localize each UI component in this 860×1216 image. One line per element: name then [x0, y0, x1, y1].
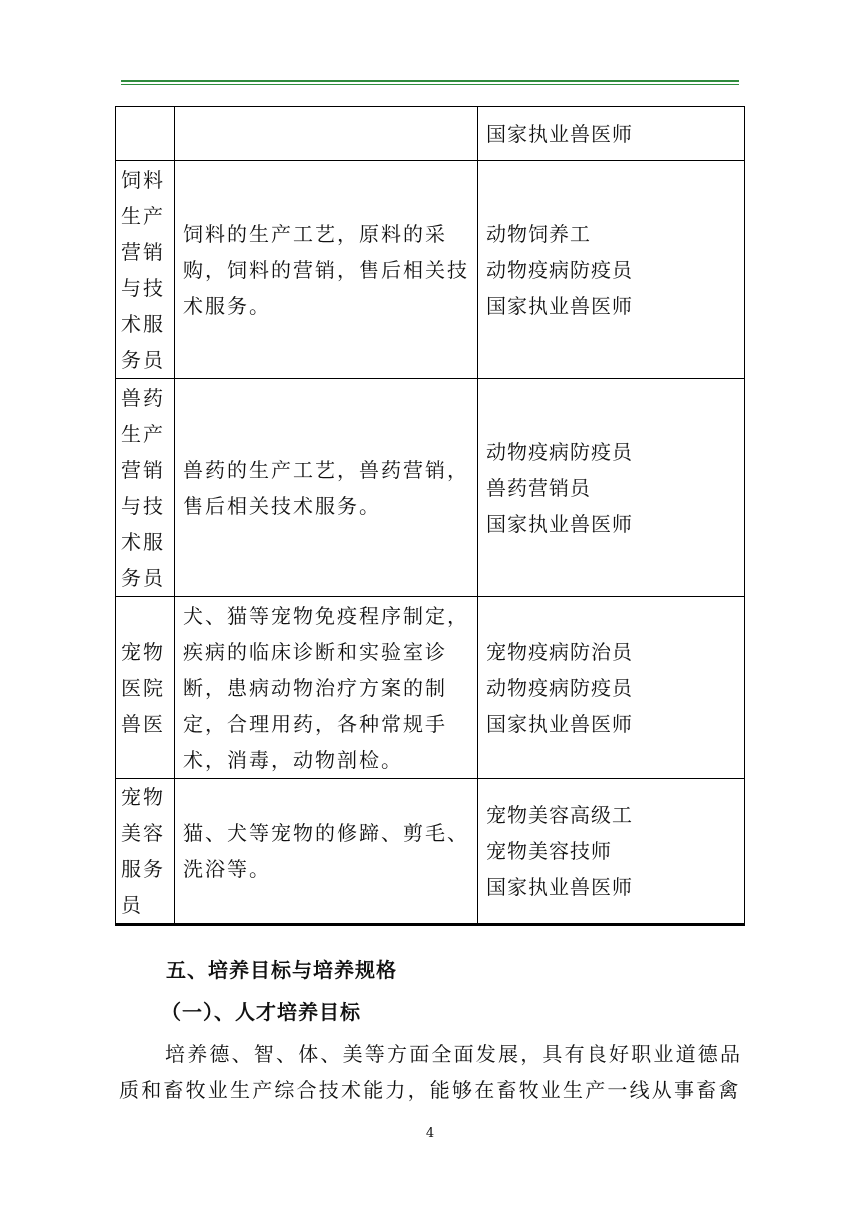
job-desc-cell	[175, 379, 478, 597]
certificate: 国家执业兽医师	[486, 511, 633, 536]
job-description: 犬、猫等宠物免疫程序制定，疾病的临床诊断和实验室诊断，患病动物治疗方案的制定，合理用药，各种常规手术，消毒，动物剖检。	[183, 603, 469, 772]
certificate: 动物疫病防疫员	[486, 257, 633, 282]
table-row	[116, 379, 745, 597]
table-row	[116, 107, 745, 161]
certificate: 动物疫病防疫员	[486, 675, 633, 700]
job-name-cell	[116, 379, 175, 597]
certificate: 国家执业兽医师	[486, 293, 633, 318]
cert-cell	[478, 161, 745, 379]
job-description: 饲料的生产工艺，原料的采购，饲料的营销，售后相关技术服务。	[183, 221, 469, 318]
table-row	[116, 161, 745, 379]
certificate: 国家执业兽医师	[486, 875, 633, 899]
job-name: 宠物医院兽医	[121, 639, 165, 736]
cert-cell	[478, 597, 745, 779]
certificate: 宠物美容技师	[486, 839, 612, 863]
header-rule-top	[121, 80, 739, 82]
job-desc-cell	[175, 107, 478, 161]
job-name: 饲料生产营销与技术服务员	[121, 167, 165, 372]
job-name-cell	[116, 597, 175, 779]
cert-cell	[478, 379, 745, 597]
job-desc-cell	[175, 597, 478, 779]
job-name-cell	[116, 779, 175, 925]
cert-cell	[478, 779, 745, 925]
section-heading: 五、培养目标与培养规格	[166, 958, 397, 982]
job-name-cell	[116, 161, 175, 379]
table-row	[116, 597, 745, 779]
table-row	[116, 779, 745, 925]
certificate: 兽药营销员	[486, 475, 591, 500]
certificate: 国家执业兽医师	[486, 121, 633, 146]
job-desc-cell	[175, 779, 478, 925]
job-description: 猫、犬等宠物的修蹄、剪毛、洗浴等。	[183, 821, 469, 881]
header-rule-bottom	[121, 84, 739, 85]
certificate: 动物疫病防疫员	[486, 439, 633, 464]
page-number: 4	[425, 1126, 435, 1141]
job-certificate-table	[115, 106, 745, 926]
cert-cell	[478, 107, 745, 161]
certificate: 宠物疫病防治员	[486, 639, 633, 664]
job-desc-cell	[175, 161, 478, 379]
certificate: 宠物美容高级工	[486, 803, 633, 827]
job-name: 兽药生产营销与技术服务员	[121, 385, 165, 590]
body-paragraph: 培养德、智、体、美等方面全面发展，具有良好职业道德品质和畜牧业生产综合技术能力，能够在畜牧业生产一线从事畜禽	[119, 1042, 743, 1102]
certificate: 动物饲养工	[486, 221, 591, 246]
job-name-cell	[116, 107, 175, 161]
certificate: 国家执业兽医师	[486, 711, 633, 736]
job-description: 兽药的生产工艺，兽药营销，售后相关技术服务。	[183, 457, 469, 518]
subsection-heading: （一）、人才培养目标	[161, 1000, 361, 1024]
job-name: 宠物美容服务员	[121, 785, 165, 917]
